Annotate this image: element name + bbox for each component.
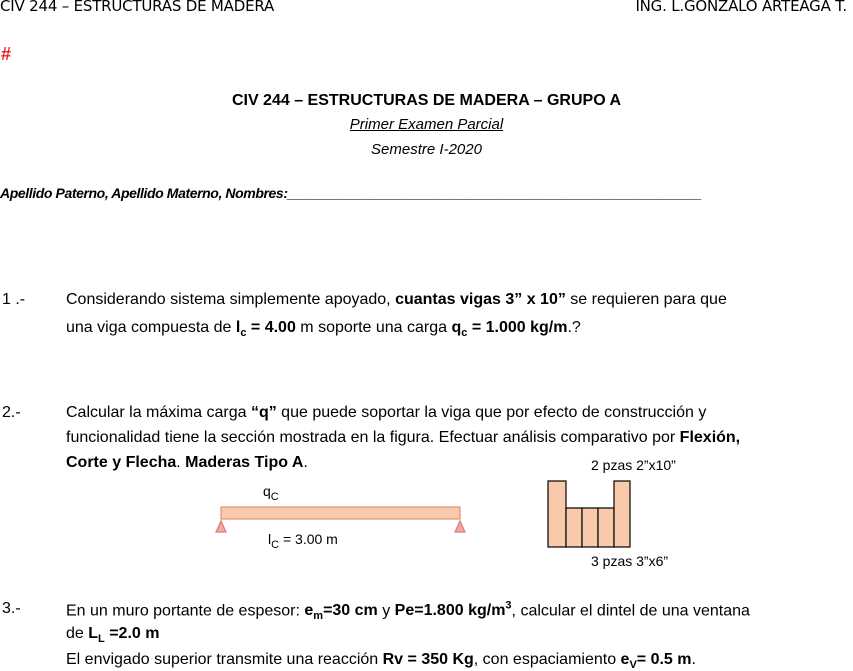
q1-text: Considerando sistema simplemente apoyado,	[66, 291, 396, 308]
q1-text-end: .?	[567, 319, 581, 336]
beam-length-subscript: C	[271, 538, 280, 551]
q3-text: En un muro portante de espesor:	[66, 602, 305, 620]
support-right-icon	[455, 521, 465, 532]
q2-line3	[66, 454, 308, 472]
header-left: CIV 244 – ESTRUCTURAS DE MADERA	[0, 0, 275, 15]
beam-load-label	[263, 483, 279, 503]
q3-spacing-symbol: e	[620, 651, 630, 668]
beam-diagram	[212, 502, 472, 542]
beam-length-label	[268, 531, 338, 551]
q3-number: 3.-	[2, 600, 21, 617]
beam-length-value: = 3.00 m	[279, 531, 338, 547]
beam-load-symbol: q	[263, 483, 271, 499]
exam-semester: Semestre I-2020	[371, 141, 482, 158]
q3-text: y	[377, 602, 395, 620]
q1-length-value: = 4.00	[246, 319, 296, 336]
q1-load-subscript: c	[461, 327, 468, 340]
section-plank-mid-3	[598, 508, 614, 547]
exam-subtitle: Primer Examen Parcial	[349, 116, 504, 133]
exam-title: CIV 244 – ESTRUCTURAS DE MADERA – GRUPO A	[231, 92, 622, 109]
q2-emphasis: Flexión,	[679, 429, 741, 446]
q3-text-end: , calcular el dintel de una ventana	[511, 602, 750, 620]
q2-emphasis: “q”	[250, 404, 277, 421]
q3-line2	[66, 625, 159, 645]
q1-load-value: = 1.000 kg/m	[467, 319, 568, 336]
q2-text-end: que puede soportar la viga que por efecto de construcción y	[276, 404, 707, 421]
q3-reaction-value: Rv = 350 Kg	[382, 651, 474, 668]
q2-line2	[66, 429, 740, 447]
q1-text-end: se requieren para que	[565, 291, 727, 308]
name-blank-line: ________________________________________________________	[287, 185, 702, 201]
q1-text: una viga compuesta de	[66, 319, 236, 336]
q1-load-symbol: q	[451, 319, 462, 336]
q3-line1	[66, 600, 750, 623]
beam-bar	[221, 507, 460, 519]
q3-text: El envigado superior transmite una reacción	[66, 651, 383, 668]
q2-text-end: .	[303, 454, 308, 471]
q3-span-value: =2.0 m	[104, 625, 160, 642]
section-top-label: 2 pzas 2”x10”	[591, 457, 676, 473]
q1-length-symbol: l	[235, 319, 241, 336]
q2-line1	[66, 404, 706, 422]
name-field	[0, 185, 701, 201]
q3-weight-value: Pe=1.800 kg/m	[394, 602, 506, 620]
q2-text: funcionalidad tiene la sección mostrada en la figura. Efectuar análisis comparativo por	[66, 429, 680, 446]
q2-number: 2.-	[2, 404, 21, 421]
name-label: Apellido Paterno, Apellido Materno, Nombres:	[0, 185, 288, 201]
q3-spacing-subscript: V	[629, 659, 637, 671]
q1-emphasis: cuantas vigas 3” x 10”	[395, 291, 566, 308]
section-plank-mid-2	[582, 508, 598, 547]
section-plank-left	[548, 481, 566, 547]
q2-emphasis: Corte y Flecha	[66, 454, 177, 471]
q3-text-end: .	[691, 651, 696, 668]
q3-weight-exponent: 3	[505, 600, 512, 612]
q3-text: , con espaciamiento	[473, 651, 621, 668]
beam-length-symbol: l	[268, 531, 272, 547]
q1-line1	[66, 291, 727, 309]
q3-thickness-subscript: m	[313, 610, 324, 623]
q2-emphasis: Maderas Tipo A	[185, 454, 304, 471]
section-plank-mid-1	[566, 508, 582, 547]
q3-line3	[66, 651, 696, 671]
support-left-icon	[216, 521, 226, 532]
q1-line2	[66, 319, 581, 339]
marker-symbol: #	[1, 44, 12, 64]
section-plank-right	[614, 481, 630, 547]
q3-span-subscript: L	[98, 633, 105, 646]
header-right: ING. L.GONZALO ARTEAGA T.	[635, 0, 847, 15]
q1-number: 1 .-	[2, 291, 26, 308]
q3-spacing-value: = 0.5 m	[636, 651, 692, 668]
q1-length-subscript: c	[240, 327, 247, 340]
q1-text: m soporte una carga	[295, 319, 452, 336]
q2-text: .	[176, 454, 186, 471]
cross-section-diagram	[545, 478, 635, 550]
q3-thickness-value: =30 cm	[323, 602, 378, 620]
q3-text: de	[66, 625, 89, 642]
beam-load-subscript: C	[270, 490, 279, 503]
q3-thickness-symbol: e	[304, 602, 314, 620]
section-bottom-label: 3 pzas 3”x6”	[591, 553, 669, 569]
q3-span-symbol: L	[88, 625, 99, 642]
q2-text: Calcular la máxima carga	[66, 404, 251, 421]
